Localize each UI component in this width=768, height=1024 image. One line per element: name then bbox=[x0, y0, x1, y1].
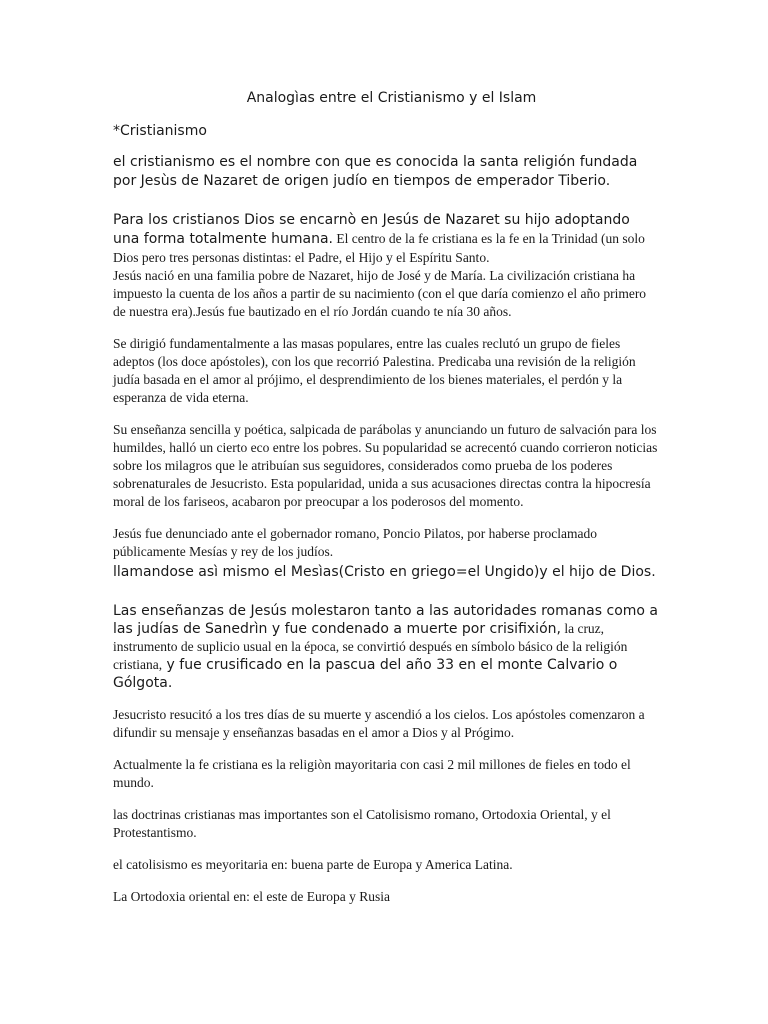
paragraph-denounced: Jesús fue denunciado ante el gobernador romano, Poncio Pilatos, por haberse proclamado públicamente Mesías y rey de los judíos. bbox=[113, 526, 597, 559]
paragraph-orthodoxy: La Ortodoxia oriental en: el este de Europa y Rusia bbox=[113, 889, 391, 904]
document-page bbox=[113, 88, 658, 920]
paragraph-trinity-sans: Para los cristianos Dios se encarnò en Jesús de Nazaret su hijo adoptando una forma totalmente humana. bbox=[113, 212, 630, 247]
paragraph-majority: Actualmente la fe cristiana es la religiòn mayoritaria con casi 2 mil millones de fieles en todo el mundo. bbox=[113, 757, 631, 790]
paragraph-resurrection: Jesucristo resucitó a los tres días de su muerte y ascendió a los cielos. Los apóstoles comenzaron a difundir su mensaje y enseñanzas basadas en el amor a Dios y al Prógimo. bbox=[113, 707, 645, 740]
paragraph-masses: Se dirigió fundamentalmente a las masas populares, entre las cuales reclutó un grupo de fieles adeptos (los doce apóstoles), con los que recorrió Palestina. Predicaba una revisión de la religión judía basada en el amor al prójimo, el desprendimiento de los bienes materiales, el perdón y la esperanza de vida eterna. bbox=[113, 336, 636, 405]
paragraph-catholicism: el catolisismo es meyoritaria en: buena parte de Europa y America Latina. bbox=[113, 857, 513, 872]
paragraph-intro: el cristianismo es el nombre con que es conocida la santa religión fundada por Jesùs de Nazaret de origen judío en tiempos de emperador Tiberio. bbox=[113, 154, 638, 189]
paragraph-teaching: Su enseñanza sencilla y poética, salpicada de parábolas y anunciando un futuro de salvación para los humildes, halló un cierto eco entre los pobres. Su popularidad se acrecentó cuando corrieron noticias sobre los milagros que le atribuían sus seguidores, considerados como prueba de los poderes sobrenaturales de Jesucristo. Esta popularidad, unida a sus acusaciones directas contra la hipocresía moral de los fariseos, acabaron por preocupar a los poderosos del momento. bbox=[113, 422, 658, 509]
document-title: Analogìas entre el Cristianismo y el Islam bbox=[246, 90, 537, 106]
paragraph-messiah: llamandose asì mismo el Mesìas(Cristo en griego=el Ungido)y el hijo de Dios. bbox=[113, 564, 656, 580]
paragraph-birth: Jesús nació en una familia pobre de Nazaret, hijo de José y de María. La civilización cristiana ha impuesto la cuenta de los años a partir de su nacimiento (con el que daría comienzo el año primero de nuestra era).Jesús fue bautizado en el río Jordán cuando te nía 30 años. bbox=[113, 268, 647, 319]
paragraph-doctrines: las doctrinas cristianas mas importantes son el Catolisismo romano, Ortodoxia Oriental, y el Protestantismo. bbox=[113, 807, 611, 840]
paragraph-crucifixion-sans-a: Las enseñanzas de Jesús molestaron tanto a las autoridades romanas como a las judías de Sanedrìn y fue condenado a muerte por crisifixión, bbox=[113, 603, 658, 637]
paragraph-trinity-serif: El centro de la fe cristiana es la fe en la Trinidad (un solo Dios pero tres personas distintas: el Padre, el Hijo y el Espíritu Santo. bbox=[113, 231, 645, 265]
paragraph-crucifixion bbox=[113, 602, 658, 692]
paragraph-trinity bbox=[113, 211, 658, 267]
paragraph-crucifixion-sans-b: y fue crusificado en la pascua del año 33 en el monte Calvario o Gólgota. bbox=[113, 657, 618, 691]
paragraph-crucifixion-serif: la cruz, instrumento de suplicio usual en la época, se convirtió después en símbolo básico de la religión cristiana, bbox=[113, 621, 628, 672]
section-heading: *Cristianismo bbox=[113, 123, 207, 139]
